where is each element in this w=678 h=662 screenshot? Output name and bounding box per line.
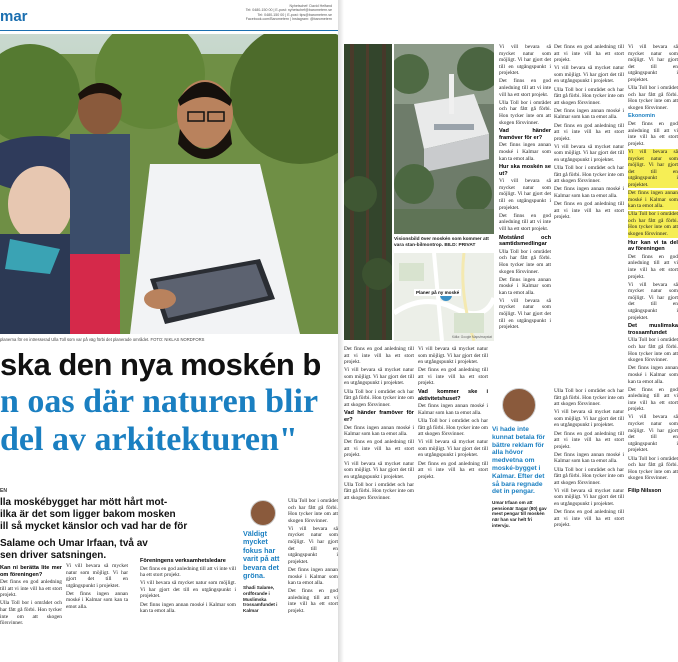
paragraph: Ulla Toll bor i området och har fått gå förbi. Hon tycker inte om att skogen försvinner. [554, 388, 624, 408]
body-column [554, 388, 624, 662]
main-photo [0, 34, 338, 334]
paragraph: Ulla Toll bor i området och har fått gå förbi. Hon tycker inte om att skogen försvinner. [418, 417, 488, 438]
right-page [344, 0, 678, 662]
map-title: Planer på ny moské [416, 290, 460, 295]
pull-quote [243, 500, 283, 660]
paragraph: Vi vill bevara så mycket natur som möjligt. Vi har gjort det till en utgångspunkt i projektet. [344, 460, 414, 480]
section-subhead: Ekonomin [628, 113, 656, 120]
contact-line: Nyhetschef: David Helfand [289, 4, 332, 8]
paragraph: Ulla Toll bor i området och har fått gå förbi. Hon tycker inte om att skogen försvinner. [628, 337, 678, 364]
article-signature: Filip Nilsson [628, 487, 662, 494]
paragraph: Det finns en god anledning till att vi inte vill ha ett stort projekt. [628, 121, 678, 147]
paragraph: Det finns ingen annan moské i Kalmar som kan ta emot alla. [554, 451, 624, 465]
paragraph: Vi vill bevara så mycket natur som möjligt. Vi har gjort det till en utgångspunkt i projektet. [628, 414, 678, 454]
paragraph: Det finns en god anledning till att vi inte vill ha ett stort projekt. [499, 212, 551, 232]
body-column [499, 44, 551, 384]
paragraph: Vi vill bevara så mycket natur som möjligt. Vi har gjort det till en utgångspunkt i projektet. [554, 143, 624, 163]
masthead-brand: mar [0, 8, 28, 25]
paragraph: Vi vill bevara så mycket natur som möjligt. Vi har gjort det till en utgångspunkt i projektet. [66, 563, 128, 589]
paragraph: Det finns en god anledning till att vi inte vill ha ett stort projekt. [628, 253, 678, 280]
paragraph: Det finns ingen annan moské i Kalmar som kan ta emot alla. [418, 403, 488, 416]
rendering-caption: Visionsbild över moskén som kommer att vara stan-bilmontrop. BILD: PRIVAT [394, 237, 489, 248]
paragraph: Det finns en god anledning till att vi inte vill ha ett stort projekt. [418, 367, 488, 387]
quote-text: Vi hade inte kunnat betala för bättre reklam för alla hövor medvetna om moské-bygget i Kalmar. Efter det så bara regnade det in pengar. [492, 426, 546, 496]
quote-text: Väldigt mycket fokus har varit på att bevara det gröna. [243, 529, 280, 581]
section-subhead: Hur ska moskén se ut? [499, 164, 551, 177]
paragraph: Vi vill bevara så mycket natur som möjligt. Vi har gjort det till en utgångspunkt i projektet. [554, 65, 624, 85]
masthead-rule [0, 30, 338, 31]
paragraph: Ulla Toll bor i området och har fått gå förbi. Hon tycker inte om att skogen försvinner. [344, 481, 414, 501]
body-column [140, 498, 236, 662]
paragraph: Vi vill bevara så mycket natur som möjligt. Vi har gjort det till en utgångspunkt i projektet. [418, 346, 488, 366]
paragraph: Ulla Toll bor i området och har fått gå förbi. Hon tycker inte om att skogen försvinner. [554, 466, 624, 486]
highlighted-paragraph: Vi vill bevara så mycket natur som möjligt. Vi har gjort det till en utgångspunkt i projektet. [628, 148, 678, 188]
map-credit: Källa: Google Maps/mapstat [451, 335, 492, 339]
section-subhead: Det muslimska trossamfundet [628, 323, 678, 336]
paragraph: Ulla Toll bor i området och har fått gå förbi. Hon tycker inte om att skogen försvinner. [554, 165, 624, 185]
paragraph: Vi vill bevara så mycket natur som möjligt. Vi har gjort det till en utgångspunkt i projektet. [628, 281, 678, 321]
quote-author: Shadi Salame, ordförande i Muslimska trossamfundet i Kalmar [243, 585, 278, 613]
paragraph: Vi vill bevara så mycket natur som möjligt. Vi har gjort det till en utgångspunkt i projektet. [140, 580, 236, 600]
paragraph: Vi vill bevara så mycket natur som möjligt. Vi har gjort det till en utgångspunkt i projektet. [554, 409, 624, 429]
headline-line-2: n oas där naturen blir [0, 383, 319, 420]
section-subhead: Vad händer framöver för er? [344, 410, 414, 423]
section-subhead: Kan ni berätta lite mer om föreningen? [0, 565, 62, 578]
paragraph: Ulla Toll bor i området och har fått gå förbi. Hon tycker inte om att skogen försvinner. [344, 388, 414, 408]
paragraph: Det finns ingen annan moské i Kalmar som kan ta emot alla. [499, 142, 551, 162]
paragraph: Vi vill bevara så mycket natur som möjligt. Vi har gjort det till en utgångspunkt i projektet. [288, 525, 338, 565]
paragraph: Vi vill bevara så mycket natur som möjligt. Vi har gjort det till en utgångspunkt i projektet. [628, 44, 678, 83]
contact-line: Tel: 0480-150 00 | E-post: tips@barometern.se [257, 12, 332, 17]
paragraph: Det finns en god anledning till att vi inte vill ha ett stort projekt. [554, 122, 624, 142]
rendering-image [394, 44, 494, 234]
paragraph: Vi vill bevara så mycket natur som möjligt. Vi har gjort det till en utgångspunkt i projektet. [418, 439, 488, 459]
forest-photo-strip [344, 44, 392, 340]
paragraph: Vi vill bevara så mycket natur som möjligt. Vi har gjort det till en utgångspunkt i projektet. [499, 178, 551, 211]
quote-avatar [250, 500, 276, 526]
section-subhead: Hur kan vi ta del av föreningen [628, 239, 678, 253]
highlighted-paragraph: Ulla Toll bor i området och har fått gå förbi. Hon tycker inte om att skogen försvinner. [628, 211, 678, 238]
byline: EN [0, 488, 7, 494]
pull-quote [492, 388, 547, 588]
paragraph: Det finns en god anledning till att vi inte vill ha ett stort projekt. [554, 430, 624, 450]
body-column [554, 44, 624, 384]
lead-line: ill så mycket känslor och vad har de för [0, 521, 188, 532]
section-subhead: Vad kommer ske i aktivitetshuset? [418, 389, 488, 402]
paragraph: Ulla Toll bor i området och har fått gå förbi. Hon tycker inte om att skogen försvinner. [499, 99, 551, 126]
body-column [418, 346, 488, 662]
paragraph: Det finns en god anledning till att vi inte vill ha ett stort projekt. [288, 588, 338, 614]
paragraph: Det finns en god anledning till att vi inte vill ha ett stort projekt. [140, 565, 236, 579]
paragraph: Det finns en god anledning till att vi inte vill ha ett stort projekt. [0, 579, 62, 599]
headline-line-1: ska den nya moskén b [0, 347, 321, 382]
contact-line: Facebook.com/Barometern | Instagram: @barometern [245, 17, 332, 22]
photo-caption: planerna för en intresserad Ulla Toll som var på väg förbi det planerade området. FOTO: NIKLAS NORDFORS [0, 337, 205, 342]
lead-line: ilka är det som ligger bakom mosken [0, 509, 176, 520]
paragraph: Det finns en god anledning till att vi inte vill ha ett stort projekt. [344, 346, 414, 366]
lead-line: sen driver satsningen. [0, 550, 107, 561]
paragraph: Det finns en god anledning till att vi inte vill ha ett stort projekt. [554, 509, 624, 529]
highlighted-paragraph: Det finns ingen annan moské i Kalmar som kan ta emot alla. [628, 189, 678, 210]
paragraph: Ulla Toll bor i området och har fått gå förbi. Hon tycker inte om att skogen försvinner. [628, 455, 678, 482]
paragraph: Det finns ingen annan moské i Kalmar som kan ta emot alla. [554, 107, 624, 121]
paragraph: Det finns ingen annan moské i Kalmar som kan ta emot alla. [628, 365, 678, 385]
paragraph: Det finns ingen annan moské i Kalmar som kan ta emot alla. [288, 566, 338, 587]
paragraph: Det finns ingen annan moské i Kalmar som kan ta emot alla. [344, 424, 414, 438]
paragraph: Det finns ingen annan moské i Kalmar som kan ta emot alla. [140, 601, 236, 615]
contact-line: Tel: 0480-150 00 | E-post: nyhetschef@barometern.se [245, 8, 332, 13]
quote-author: Umar Irfaan om att pensionär Sagar (80) gav mest pengar till moskén när han var helt fri intervju. [492, 500, 547, 528]
paragraph: Det finns ingen annan moské i Kalmar som kan ta emot alla. [66, 590, 128, 611]
paragraph: Vi vill bevara så mycket natur som möjligt. Vi har gjort det till en utgångspunkt i projektet. [554, 487, 624, 507]
paragraph: Ulla Toll bor i området och har fått gå förbi. Hon tycker inte om att skogen försvinner. [288, 498, 338, 524]
paragraph: Ulla Toll bor i området och har fått gå förbi. Hon tycker inte om att skogen försvinner. [0, 600, 62, 627]
paragraph: Det finns en god anledning till att vi inte vill ha ett stort projekt. [628, 386, 678, 413]
paragraph: Ulla Toll bor i området och har fått gå förbi. Hon tycker inte om att skogen försvinner. [554, 86, 624, 106]
paragraph: Ulla Toll bor i området och har fått gå förbi. Hon tycker inte om att skogen försvinner. [628, 85, 678, 111]
paragraph: Vi vill bevara så mycket natur som möjligt. Vi har gjort det till en utgångspunkt i projektet. [344, 367, 414, 387]
paragraph: Vi vill bevara så mycket natur som möjligt. Vi har gjort det till en utgångspunkt i projektet. [499, 44, 551, 77]
paragraph: Det finns ingen annan moské i Kalmar som kan ta emot alla. [554, 186, 624, 199]
body-column [288, 498, 338, 662]
headline-line-3: del av arkitekturen" [0, 421, 298, 458]
paragraph: Det finns en god anledning till att vi inte vill ha ett stort projekt. [554, 44, 624, 64]
masthead-contact [172, 4, 332, 22]
paragraph: Ulla Toll bor i området och har fått gå förbi. Hon tycker inte om att skogen försvinner. [499, 248, 551, 275]
body-column [344, 346, 414, 662]
quote-avatar [502, 388, 536, 422]
body-column [0, 563, 62, 662]
section-subhead: Motstånd och samtidsmedlingar [499, 234, 551, 248]
lead-line: Salame och Umar Irfaan, två av [0, 538, 148, 549]
section-subhead: Vad händer framöver för er? [499, 128, 551, 141]
map-graphic [394, 253, 494, 341]
lead-line: lla moskébygget har mött hårt mot- [0, 497, 168, 508]
paragraph: Det finns en god anledning till att vi inte vill ha ett stort projekt. [499, 78, 551, 98]
paragraph: Det finns en god anledning till att vi inte vill ha ett stort projekt. [344, 439, 414, 459]
paragraph: Det finns ingen annan moské i Kalmar som kan ta emot alla. [499, 276, 551, 296]
left-page [0, 0, 338, 662]
body-column [66, 563, 128, 662]
paragraph: Vi vill bevara så mycket natur som möjligt. Vi har gjort det till en utgångspunkt i projektet. [499, 297, 551, 331]
paragraph: Det finns en god anledning till att vi inte vill ha ett stort projekt. [418, 460, 488, 480]
body-column [628, 44, 678, 662]
section-subhead: Föreningens verksamhetsledare [140, 558, 226, 564]
paragraph: Det finns en god anledning till att vi inte vill ha ett stort projekt. [554, 201, 624, 221]
